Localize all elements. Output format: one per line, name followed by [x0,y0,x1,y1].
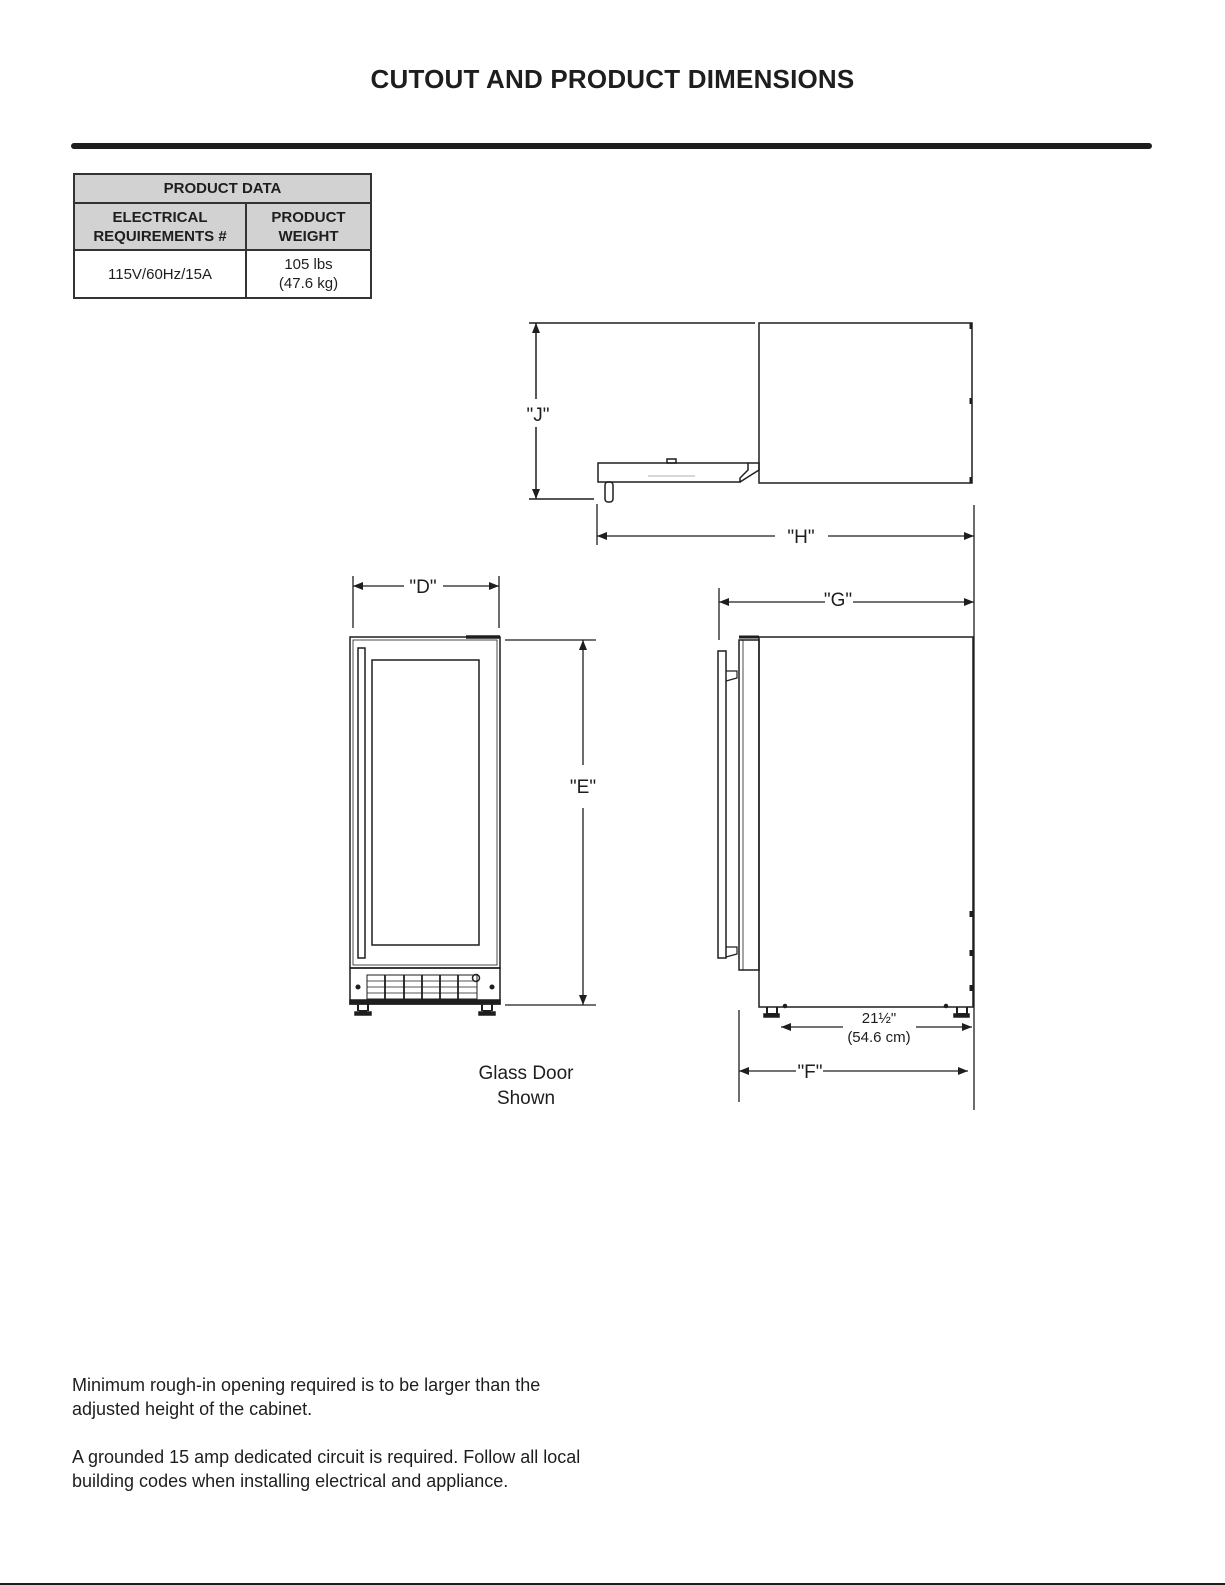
page-title: CUTOUT AND PRODUCT DIMENSIONS [370,64,855,94]
front-view [350,637,500,1015]
top-view-handle [605,482,613,502]
depth-label-metric: (54.6 cm) [847,1029,911,1046]
dimension-label-j: "J" [526,405,550,426]
caption-line-2: Shown [496,1088,556,1109]
top-view-cabinet [759,323,972,483]
side-view-door [739,640,759,970]
dimension-label-h: "H" [787,527,815,548]
caption-line-1: Glass Door [478,1063,574,1084]
cell-weight-lbs: 105 lbs [284,256,333,273]
dimension-label-f: "F" [797,1062,823,1083]
top-view-open-door [598,463,748,482]
side-view-cabinet [759,637,973,1007]
note-rough-in: Minimum rough-in opening required is to be larger than the adjusted height of the cabinet. [72,1375,541,1419]
side-view-handle [718,651,726,958]
dimension-label-d: "D" [409,577,437,598]
column-header-electrical: ELECTRICAL REQUIREMENTS # [74,203,246,250]
dimension-label-e: "E" [569,777,597,798]
top-view [526,323,972,502]
dimension-label-g: "G" [823,590,853,611]
note-electrical: A grounded 15 amp dedicated circuit is required. Follow all local building codes when installing electrical and appliance. [72,1447,581,1491]
column-header-weight: PRODUCT WEIGHT [246,203,371,250]
table-heading: PRODUCT DATA [74,174,371,203]
front-view-glass [372,660,479,945]
front-view-handle [358,648,365,958]
side-view [718,637,973,1017]
cell-electrical: 115V/60Hz/15A [74,250,246,298]
cell-weight-kg: (47.6 kg) [278,275,339,292]
depth-label: 21½" [861,1010,897,1027]
dimension-line-f [739,1010,968,1102]
dimension-line-e [505,640,596,1005]
dimension-line-h [597,504,974,1110]
